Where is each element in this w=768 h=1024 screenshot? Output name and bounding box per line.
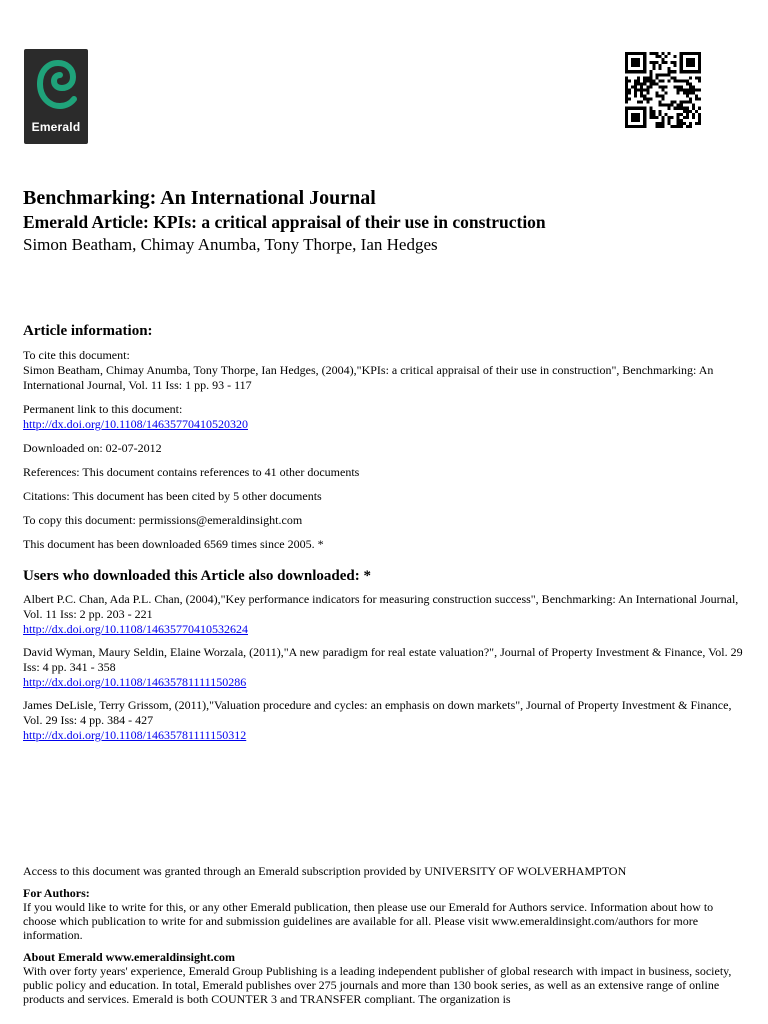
article-title: Emerald Article: KPIs: a critical appraisal of their use in construction <box>23 212 546 232</box>
permalink-block <box>23 402 743 432</box>
about-emerald-block <box>23 950 745 1006</box>
list-item <box>23 645 743 690</box>
copy-permissions: To copy this document: permissions@emeraldinsight.com <box>23 513 303 527</box>
list-item <box>23 592 743 637</box>
for-authors-block <box>23 886 745 942</box>
cite-block <box>23 348 743 393</box>
download-citation: David Wyman, Maury Seldin, Elaine Worzala, (2011),"A new paradigm for real estate valuation?", Journal of Property Investment & Finance, Vol. 29 Iss: 4 pp. 341 - 358 <box>23 645 743 674</box>
cite-label: To cite this document: <box>23 348 130 362</box>
citations-count: Citations: This document has been cited by 5 other documents <box>23 489 322 503</box>
download-link[interactable]: http://dx.doi.org/10.1108/14635770410532624 <box>23 622 249 636</box>
article-info-heading: Article information: <box>23 323 153 339</box>
main-content <box>23 321 743 751</box>
about-emerald-heading: About Emerald www.emeraldinsight.com <box>23 950 235 964</box>
also-downloaded-heading: Users who downloaded this Article also downloaded: * <box>23 568 371 584</box>
article-info <box>23 348 743 552</box>
list-item <box>23 698 743 743</box>
permalink-label: Permanent link to this document: <box>23 402 183 416</box>
footer <box>23 864 745 1014</box>
references-count: References: This document contains references to 41 other documents <box>23 465 360 479</box>
download-citation: Albert P.C. Chan, Ada P.L. Chan, (2004),"Key performance indicators for measuring construction success", Benchmarking: An International Journal, Vol. 11 Iss: 2 pp. 203 - 221 <box>23 592 739 621</box>
qr-code-icon <box>625 52 701 128</box>
downloaded-on: Downloaded on: 02-07-2012 <box>23 441 162 455</box>
cite-text: Simon Beatham, Chimay Anumba, Tony Thorpe, Ian Hedges, (2004),"KPIs: a critical appraisal of their use in construction", Benchmarking: An International Journal, Vol. 11 Iss: 1 pp. 93 - 117 <box>23 363 714 392</box>
for-authors-heading: For Authors: <box>23 886 90 900</box>
download-link[interactable]: http://dx.doi.org/10.1108/14635781111150286 <box>23 675 247 689</box>
emerald-logo <box>24 49 88 144</box>
article-authors: Simon Beatham, Chimay Anumba, Tony Thorpe, Ian Hedges <box>23 235 438 254</box>
emerald-swirl-icon <box>32 57 80 115</box>
permalink-link[interactable]: http://dx.doi.org/10.1108/14635770410520320 <box>23 417 249 431</box>
download-link[interactable]: http://dx.doi.org/10.1108/14635781111150312 <box>23 728 247 742</box>
about-emerald-text: With over forty years' experience, Emerald Group Publishing is a leading independent publisher of global research with impact in business, society, public policy and education. In total, Emerald publishes over 275 journals and more than 130 book series, as well as an extensive range of online products and services. Emerald is both COUNTER 3 and TRANSFER compliant. The organization is <box>23 964 732 1006</box>
logo-text: Emerald <box>31 120 81 134</box>
access-notice: Access to this document was granted through an Emerald subscription provided by UNIVERSITY OF WOLVERHAMPTON <box>23 864 627 878</box>
also-downloaded-list <box>23 592 743 743</box>
for-authors-text: If you would like to write for this, or any other Emerald publication, then please use our Emerald for Authors service. Information about how to choose which publication to write for and submission guidelines are available for all. Please visit www.emeraldinsight.com/authors for more information. <box>23 900 714 942</box>
download-count: This document has been downloaded 6569 times since 2005. * <box>23 537 324 551</box>
download-citation: James DeLisle, Terry Grissom, (2011),"Valuation procedure and cycles: an emphasis on down markets", Journal of Property Investment & Finance, Vol. 29 Iss: 4 pp. 384 - 427 <box>23 698 732 727</box>
journal-title: Benchmarking: An International Journal <box>23 187 376 209</box>
title-block <box>23 186 743 256</box>
